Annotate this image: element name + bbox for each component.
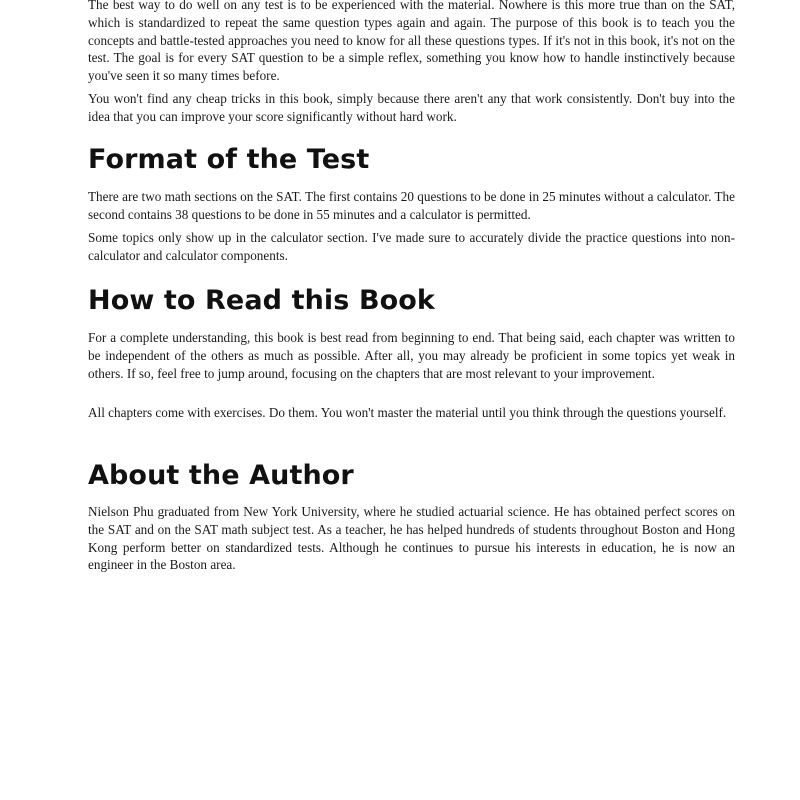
- about-author-paragraph: Nielson Phu graduated from New York University, where he studied actuarial science. He has obtained perfect scores on the SAT and on the SAT math subject test. As a teacher, he has helped hundreds of students throughout Boston and Hong Kong perform better on standardized tests. Although he continues to pursue his interests in education, he is now an engineer in the Boston area.: [88, 504, 735, 573]
- section-heading-about-author: About the Author: [88, 460, 354, 491]
- format-paragraph-1: There are two math sections on the SAT. The first contains 20 questions to be done in 25 minutes without a calculator. The second contains 38 questions to be done in 55 minutes and a calculator is permitted.: [88, 189, 735, 222]
- intro-paragraph-1: The best way to do well on any test is to be experienced with the material. Nowhere is this more true than on the SAT, which is standardized to repeat the same question types again and again. The purpose of this book is to teach you the concepts and battle-tested approaches you need to know for all these questions types. If it's not in this book, it's not on the test. The goal is for every SAT question to be a simple reflex, something you know how to handle instinctively because you've seen it so many times before.: [88, 0, 735, 84]
- section-heading-how-to-read: How to Read this Book: [88, 285, 435, 316]
- intro-paragraph-2: You won't find any cheap tricks in this book, simply because there aren't any that work consistently. Don't buy into the idea that you can improve your score significantly without hard work.: [88, 91, 735, 124]
- how-to-read-paragraph-1: For a complete understanding, this book is best read from beginning to end. That being said, each chapter was written to be independent of the others as much as possible. After all, you may already be proficient in some topics yet weak in others. If so, feel free to jump around, focusing on the chapters that are most relevant to your improvement.: [88, 330, 735, 381]
- section-heading-format: Format of the Test: [88, 144, 370, 175]
- how-to-read-paragraph-2: All chapters come with exercises. Do them. You won't master the material until you think through the questions yourself.: [88, 405, 727, 420]
- format-paragraph-2: Some topics only show up in the calculator section. I've made sure to accurately divide the practice questions into non-calculator and calculator components.: [88, 230, 735, 263]
